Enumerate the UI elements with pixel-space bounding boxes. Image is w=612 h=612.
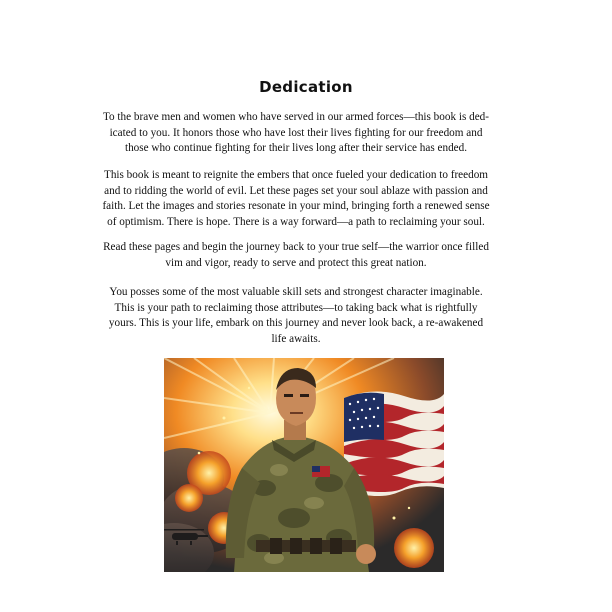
paragraph-line: This book is meant to reignite the embers that once fueled your dedication to freedom: [104, 169, 488, 181]
dedication-paragraph-4: [86, 285, 506, 347]
soldier-illustration: [164, 358, 444, 572]
dedication-paragraph-2: [86, 168, 506, 230]
paragraph-line: icated to you. It honors those who have lost their lives fighting for our freedom and: [109, 126, 483, 139]
paragraph-line: Read these pages and begin the journey back to your true self—the warrior once filled: [103, 241, 489, 253]
dedication-paragraph-3: [86, 240, 506, 271]
paragraph-line: yours. This is your life, embark on this journey and never look back, a re-awakened: [108, 317, 484, 329]
dedication-paragraph-1: [86, 110, 506, 157]
paragraph-line: This is your path to reclaiming those attributes—to taking back what is rightfully: [114, 301, 478, 314]
paragraph-line: You posses some of the most valuable skill sets and strongest character imaginable.: [109, 286, 483, 298]
paragraph-line: faith. Let the images and stories resonate in your mind, bringing forth a renewed sense: [102, 200, 490, 212]
paragraph-line: vim and vigor, ready to serve and protect this great nation.: [165, 256, 427, 269]
paragraph-line: and to ridding the world of evil. Let these pages set your soul ablaze with passion and: [104, 184, 488, 197]
paragraph-line: of optimism. There is hope. There is a way forward—a path to reclaiming your soul.: [107, 215, 485, 228]
dedication-title: Dedication: [259, 78, 353, 96]
paragraph-line: To the brave men and women who have served in our armed forces—this book is ded-: [102, 111, 489, 123]
paragraph-line: those who continue fighting for their lives long after their service has ended.: [124, 142, 468, 154]
paragraph-line: life awaits.: [271, 332, 321, 345]
